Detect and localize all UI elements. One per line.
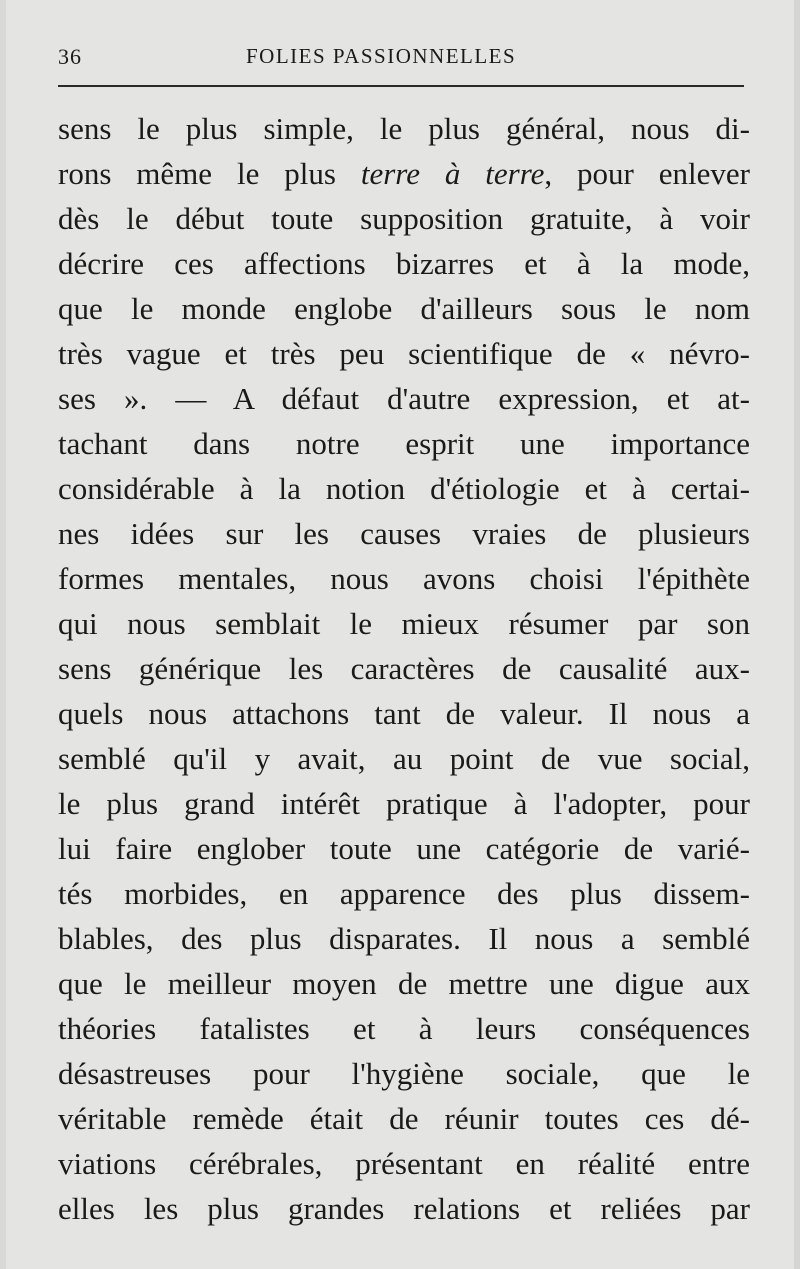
text-line: blables, des plus disparates. Il nous a semblé: [58, 921, 750, 956]
text-line: nes idées sur les causes vraies de plusieurs: [58, 516, 750, 551]
text-line: désastreuses pour l'hygiène sociale, que le: [58, 1056, 750, 1091]
text-line: très vague et très peu scientifique de « névro-: [58, 336, 750, 371]
text-line: lui faire englober toute une catégorie de varié-: [58, 831, 750, 866]
running-title: FOLIES PASSIONNELLES: [246, 44, 517, 68]
text-line: que le meilleur moyen de mettre une digue aux: [58, 966, 750, 1001]
page-number: 36: [58, 44, 82, 69]
text-line: considérable à la notion d'étiologie et à certai-: [58, 471, 750, 506]
header-rule: [58, 85, 744, 87]
text-line: sens le plus simple, le plus général, nous di-: [58, 111, 750, 146]
page-edge-left: [0, 0, 6, 1269]
text-line: théories fatalistes et à leurs conséquences: [58, 1011, 750, 1046]
text-line: tachant dans notre esprit une importance: [58, 426, 750, 461]
text-line: semblé qu'il y avait, au point de vue social,: [58, 741, 750, 776]
text-segment: , pour enlever: [544, 156, 751, 191]
text-line: décrire ces affections bizarres et à la mode,: [58, 246, 750, 281]
text-line: tés morbides, en apparence des plus dissem-: [58, 876, 750, 911]
text-line: formes mentales, nous avons choisi l'épithète: [58, 561, 750, 596]
text-line: que le monde englobe d'ailleurs sous le nom: [58, 291, 750, 326]
text-line: le plus grand intérêt pratique à l'adopter, pour: [58, 786, 750, 821]
text-line: véritable remède était de réunir toutes ces dé-: [58, 1101, 750, 1136]
body-text: [58, 106, 750, 1231]
text-line: ses ». — A défaut d'autre expression, et at-: [58, 381, 750, 416]
text-line-with-italic: [58, 151, 750, 196]
page-edge-right: [794, 0, 800, 1269]
text-line: quels nous attachons tant de valeur. Il nous a: [58, 696, 750, 731]
text-line: viations cérébrales, présentant en réalité entre: [58, 1146, 750, 1181]
text-line: qui nous semblait le mieux résumer par son: [58, 606, 750, 641]
text-line: sens générique les caractères de causalité aux-: [58, 651, 750, 686]
text-segment: rons même le plus: [58, 156, 361, 191]
text-line: elles les plus grandes relations et reliées par: [58, 1191, 750, 1226]
italic-phrase: terre à terre: [360, 156, 545, 191]
text-line: dès le début toute supposition gratuite, à voir: [58, 201, 750, 236]
page-header: [58, 44, 750, 74]
